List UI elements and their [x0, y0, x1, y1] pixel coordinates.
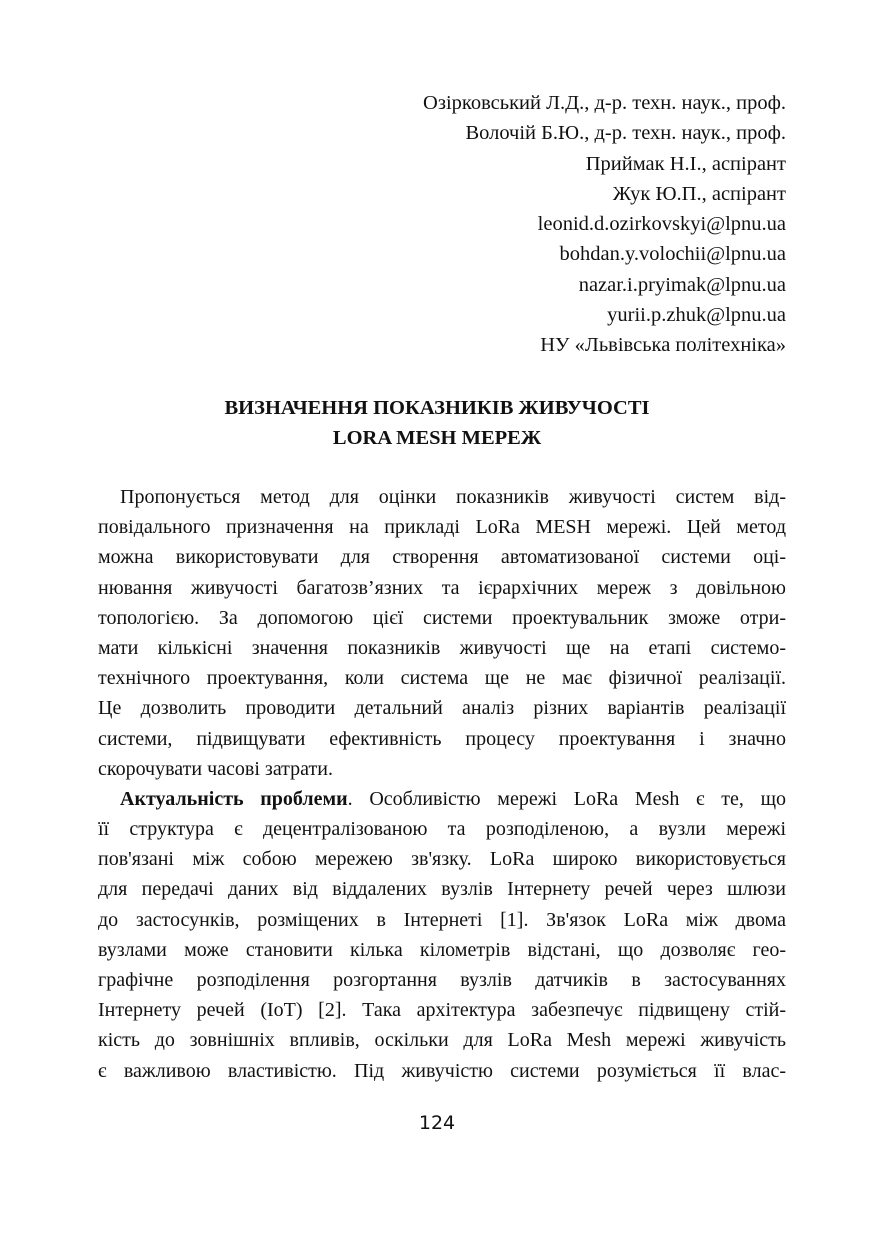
text-line: кість до зовнішніх впливів, оскільки для LoRa Mesh мережі живучість [98, 1029, 786, 1052]
text-line: для передачі даних від віддалених вузлів Інтернету речей через шлюзи [98, 878, 786, 901]
author-email: bohdan.y.volochii@lpnu.ua [559, 243, 786, 266]
text-line: системи, підвищувати ефективність процесу проектування і значно [98, 727, 786, 750]
text-line: повідального призначення на прикладі LoRa MESH мережі. Цей метод [98, 516, 786, 539]
text-line: графічне розподілення розгортання вузлів датчиків в застосуваннях [98, 969, 786, 991]
text-run: . Особливістю мережі LoRa Mesh є те, що [347, 787, 786, 810]
section-lead: Актуальність проблеми [120, 787, 348, 810]
text-line: є важливою властивістю. Під живучістю системи розуміється її влас- [98, 1059, 786, 1082]
author-email: leonid.d.ozirkovskyi@lpnu.ua [537, 213, 786, 235]
body-text [98, 482, 786, 1086]
author-block [423, 88, 786, 360]
text-line: вузлами може становити кілька кілометрів відстані, що дозволяє гео- [98, 938, 786, 961]
author-email: nazar.i.pryimak@lpnu.ua [578, 273, 786, 296]
text-line: Інтернету речей (IoT) [2]. Така архітектура забезпечує підвищену стій- [98, 999, 786, 1022]
affiliation: НУ «Львівська політехніка» [540, 334, 786, 356]
author-line: Волочій Б.Ю., д-р. техн. наук., проф. [465, 122, 786, 145]
author-line: Жук Ю.П., аспірант [612, 182, 786, 205]
title-line: LORA MESH МЕРЕЖ [332, 427, 542, 449]
page-number: 124 [418, 1112, 456, 1134]
author-email: yurii.p.zhuk@lpnu.ua [607, 303, 786, 326]
relevance-paragraph [98, 784, 786, 1086]
text-line: до застосунків, розміщених в Інтернеті [1]. Зв'язок LoRa між двома [98, 908, 786, 931]
text-line: її структура є децентралізованою та розподіленою, а вузли мережі [98, 818, 786, 841]
text-line: скорочувати часові затрати. [98, 757, 333, 780]
text-line: пов'язані між собою мережею зв'язку. LoRa широко використовується [98, 848, 786, 871]
author-line: Приймак Н.І., аспірант [585, 152, 786, 175]
title-line: ВИЗНАЧЕННЯ ПОКАЗНИКІВ ЖИВУЧОСТІ [224, 397, 650, 419]
text-line: Пропонується метод для оцінки показників живучості систем від- [120, 486, 786, 508]
text-line: нювання живучості багатозв’язних та ієрархічних мереж з довільною [98, 576, 786, 599]
abstract-paragraph [98, 482, 786, 784]
author-line: Озірковський Л.Д., д-р. техн. наук., проф. [423, 92, 786, 114]
text-line: Це дозволить проводити детальний аналіз різних варіантів реалізації [98, 697, 786, 720]
text-line [98, 784, 786, 814]
text-line: можна використовувати для створення автоматизованої системи оці- [98, 546, 786, 569]
text-line: мати кількісні значення показників живучості ще на етапі системо- [98, 636, 786, 659]
text-line: технічного проектування, коли система ще не має фізичної реалізації. [98, 667, 786, 690]
text-line: топологією. За допомогою цієї системи проектувальник зможе отри- [98, 606, 786, 629]
paper-title [0, 393, 874, 453]
